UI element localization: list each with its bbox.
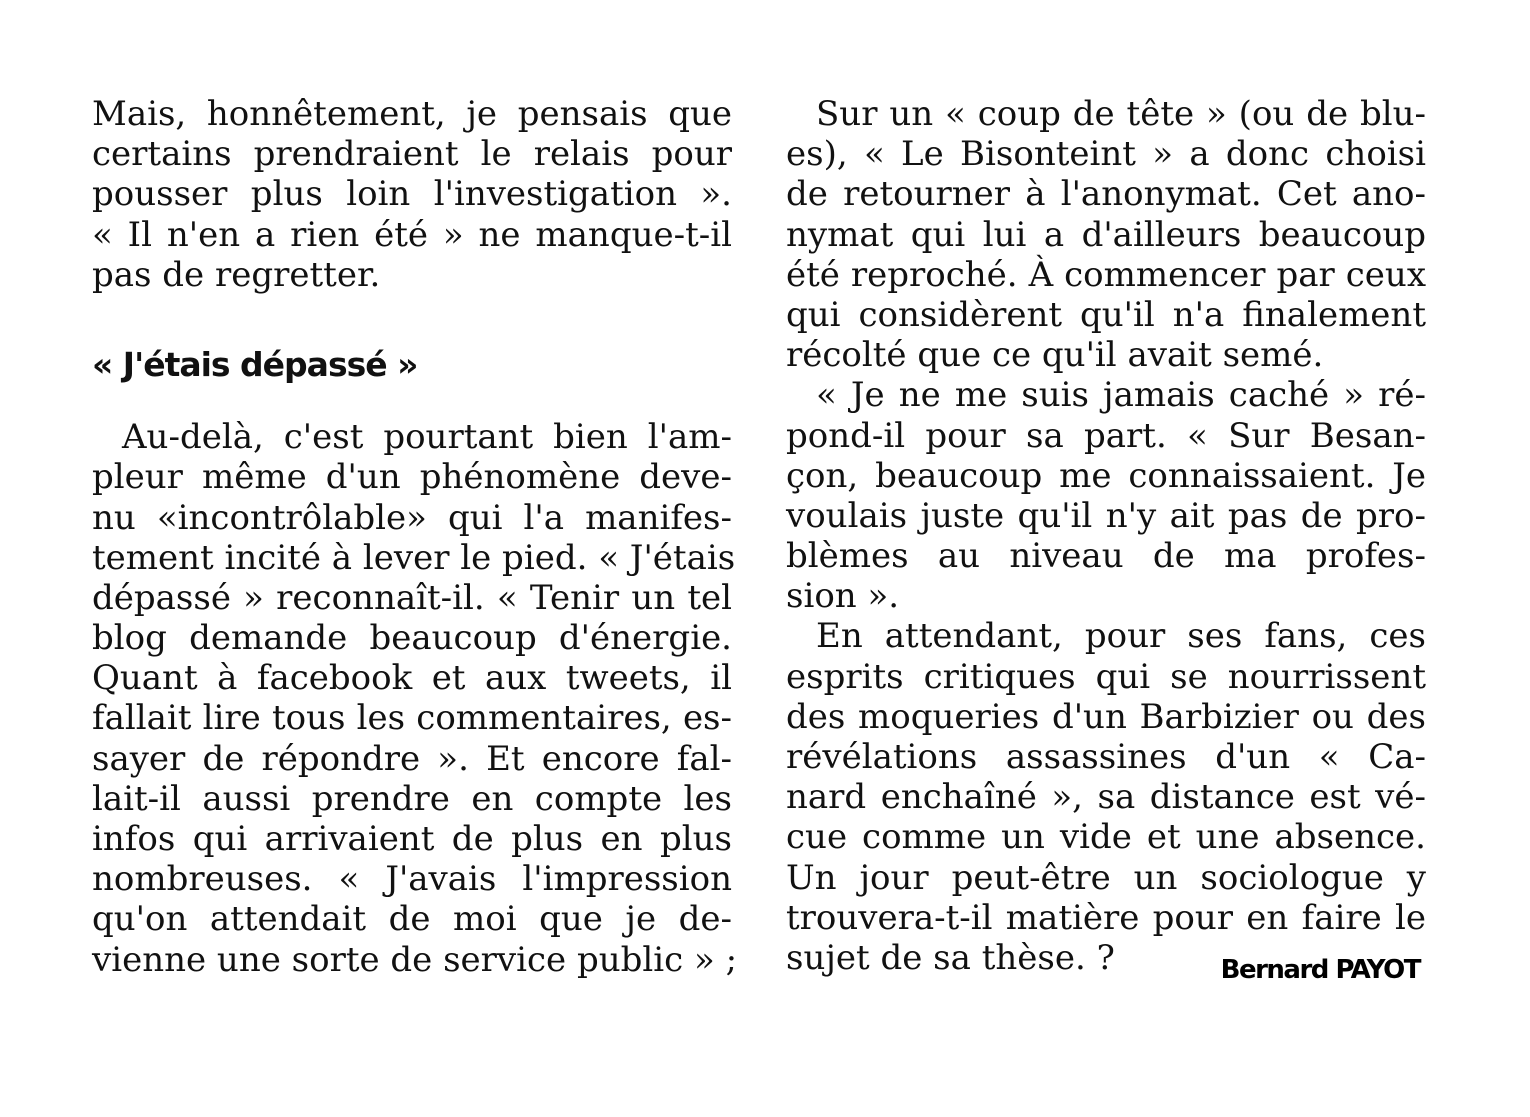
text-line: récolté que ce qu'il avait semé. (786, 335, 1324, 376)
text-line: « Je ne me suis jamais caché » ré- (816, 375, 1426, 416)
text-line: lait-il aussi prendre en compte les (92, 778, 732, 819)
text-line: voulais juste qu'il n'y ait pas de pro- (786, 495, 1426, 536)
text-line: Sur un « coup de tête » (ou de blu- (816, 94, 1426, 134)
left-column (92, 94, 738, 980)
text-line: cue comme un vide et une absence. (786, 817, 1426, 858)
text-line: En attendant, pour ses fans, ces (816, 616, 1426, 657)
text-line: nymat qui lui a d'ailleurs beaucoup (786, 214, 1426, 255)
text-line: dépassé » reconnaît-il. « Tenir un tel (92, 577, 732, 618)
text-line: Quant à facebook et aux tweets, il (92, 658, 732, 699)
text-line: Un jour peut-être un sociologue y (786, 857, 1426, 898)
text-line: esprits critiques qui se nourrissent (786, 656, 1426, 697)
text-line: infos qui arrivaient de plus en plus (92, 819, 732, 859)
text-line: été reproché. À commencer par ceux (786, 254, 1426, 295)
text-line: sayer de répondre ». Et encore fal- (92, 738, 732, 779)
text-line: nard enchaîné », sa distance est vé- (786, 777, 1426, 818)
section-subheading: « J'étais dépassé » (92, 344, 418, 384)
text-line: fallait lire tous les commentaires, es- (92, 698, 732, 739)
text-line: es), « Le Bisonteint » a donc choisi (786, 134, 1426, 175)
text-line: nu «incontrôlable» qui l'a manifes- (92, 497, 732, 538)
author-signature: Bernard PAYOT (1220, 955, 1420, 985)
text-line: çon, beaucoup me connaissaient. Je (786, 455, 1426, 496)
text-line: sion ». (786, 576, 900, 617)
text-line: pleur même d'un phénomène deve- (92, 457, 732, 498)
text-line: révélations assassines d'un « Ca- (786, 737, 1426, 777)
right-column (786, 94, 1426, 978)
text-line: Au-delà, c'est pourtant bien l'am- (122, 417, 732, 458)
text-line: pond-il pour sa part. « Sur Besan- (786, 415, 1426, 456)
text-line: tement incité à lever le pied. « J'étais (92, 537, 736, 578)
text-line: des moqueries d'un Barbizier ou des (786, 696, 1426, 737)
text-line: « Il n'en a rien été » ne manque-t-il (92, 214, 732, 255)
text-line: trouvera-t-il matière pour en faire le (786, 897, 1426, 938)
text-line: qui considèrent qu'il n'a finalement (786, 294, 1426, 335)
text-line: pousser plus loin l'investigation ». (92, 174, 732, 215)
text-line: sujet de sa thèse. ? (786, 937, 1115, 978)
text-line: blog demande beaucoup d'énergie. (92, 618, 732, 659)
text-line: qu'on attendait de moi que je de- (92, 899, 732, 940)
text-line: de retourner à l'anonymat. Cet ano- (786, 174, 1426, 215)
text-line: blèmes au niveau de ma profes- (786, 536, 1426, 577)
text-line: vienne une sorte de service public » ; (92, 939, 738, 980)
text-line: Mais, honnêtement, je pensais que (92, 94, 732, 134)
text-line: certains prendraient le relais pour (92, 134, 732, 175)
text-line: pas de regretter. (92, 254, 381, 295)
text-line: nombreuses. « J'avais l'impression (92, 859, 732, 900)
